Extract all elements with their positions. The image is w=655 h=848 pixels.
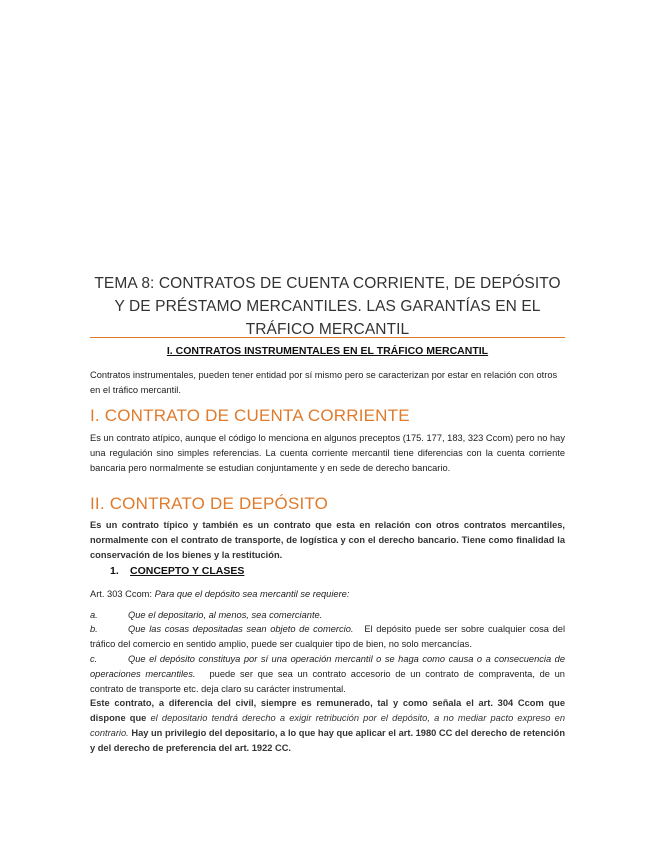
list-item-label: b. bbox=[90, 624, 98, 634]
subheading-text: CONCEPTO Y CLASES bbox=[130, 565, 245, 577]
list-item-a bbox=[90, 608, 565, 623]
paragraph-cuenta-corriente: Es un contrato atípico, aunque el código lo menciona en algunos preceptos (175. 177, 183, 323 Ccom) pero no hay una regulación sino simples referencias. La cuenta corriente mercantil tiene diferencias con la cuenta corriente bancaria pero normalmente se estudian conjuntamente y en sede de derecho bancario. bbox=[90, 433, 565, 473]
document-title: TEMA 8: CONTRATOS DE CUENTA CORRIENTE, DE DEPÓSITO Y DE PRÉSTAMO MERCANTILES. LAS GARANTÍAS EN EL TRÁFICO MERCANTIL bbox=[94, 275, 561, 338]
list-item-text: puede ser que sea un contrato accesorio de un contrato de compraventa, de un contrato de transporte etc. deja claro su carácter instrumental. bbox=[90, 669, 565, 694]
subheading-number: 1. bbox=[110, 565, 119, 577]
list-item-label: c. bbox=[90, 654, 98, 664]
section-heading-instrumentales: I. CONTRATOS INSTRUMENTALES EN EL TRÁFICO MERCANTIL bbox=[166, 345, 489, 357]
title-divider bbox=[90, 337, 565, 338]
list-item-b bbox=[90, 622, 565, 652]
list-item-label: a. bbox=[90, 610, 98, 620]
intro-paragraph: Contratos instrumentales, pueden tener entidad por sí mismo pero se caracterizan por estar en relación con otros en el tráfico mercantil. bbox=[90, 370, 558, 395]
list-item-text: Que el depositario, al menos, sea comerciante. bbox=[128, 610, 323, 620]
paragraph-deposito: Es un contrato típico y también es un contrato que esta en relación con otros contratos mercantiles, normalmente con el contrato de transporte, de logística y con el derecho bancario. Tiene como finalidad la conservación de los bienes y la restitución. bbox=[90, 520, 565, 560]
paragraph-part-a: Este contrato, a diferencia del civil, siempre es remunerado, tal y como señala el art. 304 Ccom que dispone que bbox=[90, 698, 565, 723]
heading-cuenta-corriente: I. CONTRATO DE CUENTA CORRIENTE bbox=[90, 406, 410, 425]
article-reference: Art. 303 Ccom: bbox=[90, 589, 153, 599]
list-item-text: El depósito puede ser sobre cualquier cosa del tráfico del comercio en sentido amplio, puede ser cualquier tipo de bien, no solo mercancías. bbox=[90, 624, 566, 649]
paragraph-remunerado bbox=[90, 696, 565, 756]
paragraph-part-b: Hay un privilegio del depositario, a lo que hay que aplicar el art. 1980 CC del derecho de retención y del derecho de preferencia del art. 1922 CC. bbox=[90, 728, 565, 753]
list-item-italic: Que el depósito constituya por sí una operación mercantil o se haga como causa o a consecuencia de operaciones mercantiles. bbox=[90, 654, 565, 679]
subheading-concepto-clases bbox=[110, 565, 244, 577]
heading-deposito: II. CONTRATO DE DEPÓSITO bbox=[90, 494, 329, 513]
article-text: Para que el depósito sea mercantil se requiere: bbox=[152, 589, 350, 599]
list-item-italic: Que las cosas depositadas sean objeto de comercio. bbox=[128, 624, 354, 634]
list-item-c bbox=[90, 652, 565, 697]
article-303-line bbox=[90, 587, 565, 602]
paragraph-quote: el depositario tendrá derecho a exigir retribución por el depósito, a no mediar pacto expreso en contrario. bbox=[90, 713, 565, 738]
